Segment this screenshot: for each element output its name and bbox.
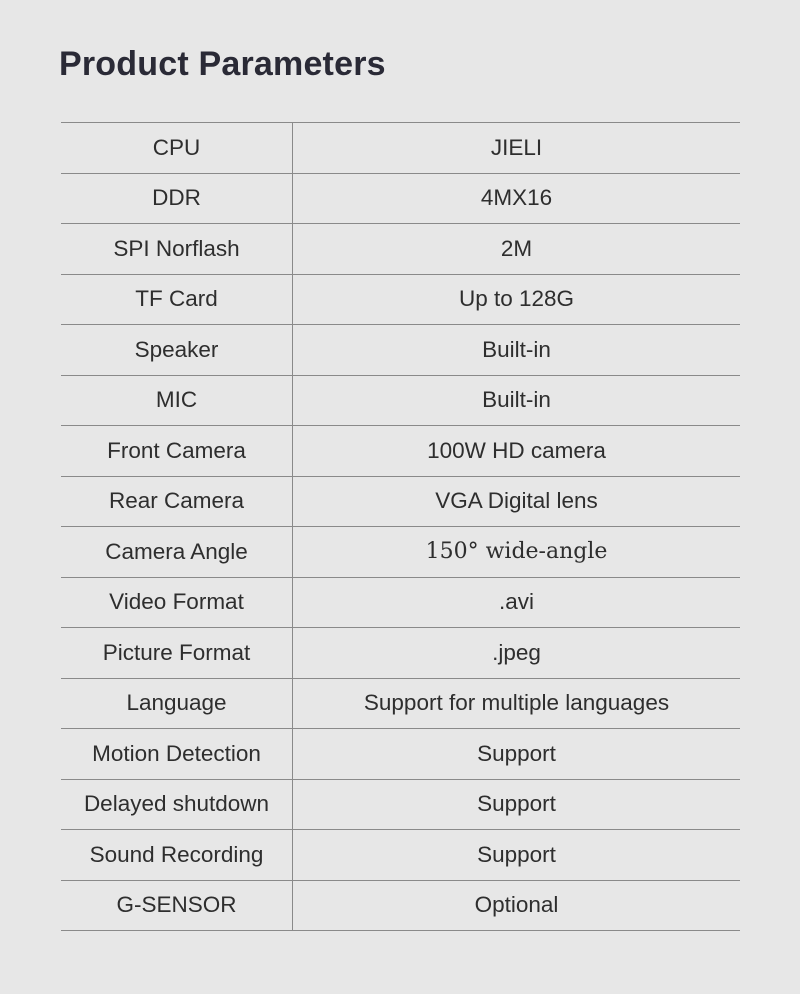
param-value: Support <box>477 841 556 867</box>
param-value: 2M <box>500 235 533 261</box>
param-label: DDR <box>61 174 293 224</box>
table-row-language <box>61 679 740 730</box>
param-value: 4MX16 <box>480 185 553 211</box>
param-value: Support for multiple languages <box>363 690 670 716</box>
param-value: 150° wide-angle <box>425 539 608 565</box>
param-label: Speaker <box>61 325 293 375</box>
param-label: Motion Detection <box>61 729 293 779</box>
table-row-front-camera <box>61 426 740 477</box>
spec-table <box>61 122 740 931</box>
param-label: MIC <box>61 376 293 426</box>
table-row-cpu <box>61 123 740 174</box>
param-value: VGA Digital lens <box>435 488 598 514</box>
table-row-mic <box>61 376 740 427</box>
param-label: Sound Recording <box>61 830 293 880</box>
param-label: G-SENSOR <box>61 881 293 931</box>
table-row-delayed-shutdown <box>61 780 740 831</box>
param-label: SPI Norflash <box>61 224 293 274</box>
param-label: Front Camera <box>61 426 293 476</box>
param-value: Built-in <box>482 336 551 362</box>
table-row-camera-angle <box>61 527 740 578</box>
table-row-g-sensor <box>61 881 740 932</box>
param-value: 100W HD camera <box>427 437 606 463</box>
param-value: Support <box>477 791 556 817</box>
param-value: .avi <box>498 589 534 615</box>
table-row-rear-camera <box>61 477 740 528</box>
table-row-video-format <box>61 578 740 629</box>
param-label: Picture Format <box>61 628 293 678</box>
param-value: Optional <box>474 892 559 918</box>
param-label: Rear Camera <box>61 477 293 527</box>
table-row-ddr <box>61 174 740 225</box>
param-value: Support <box>477 740 556 766</box>
table-row-tf-card <box>61 275 740 326</box>
param-value: .jpeg <box>492 639 541 665</box>
param-label: Delayed shutdown <box>61 780 293 830</box>
param-label: Camera Angle <box>61 527 293 577</box>
param-label: CPU <box>61 123 293 173</box>
table-row-spi-norflash <box>61 224 740 275</box>
param-value: Up to 128G <box>458 286 575 312</box>
table-row-picture-format <box>61 628 740 679</box>
param-label: Language <box>61 679 293 729</box>
table-row-sound-recording <box>61 830 740 881</box>
page-title: Product Parameters <box>59 45 386 83</box>
param-value: JIELI <box>490 134 543 160</box>
param-value: Built-in <box>482 387 551 413</box>
param-label: Video Format <box>61 578 293 628</box>
table-row-speaker <box>61 325 740 376</box>
param-label: TF Card <box>61 275 293 325</box>
table-row-motion-detection <box>61 729 740 780</box>
